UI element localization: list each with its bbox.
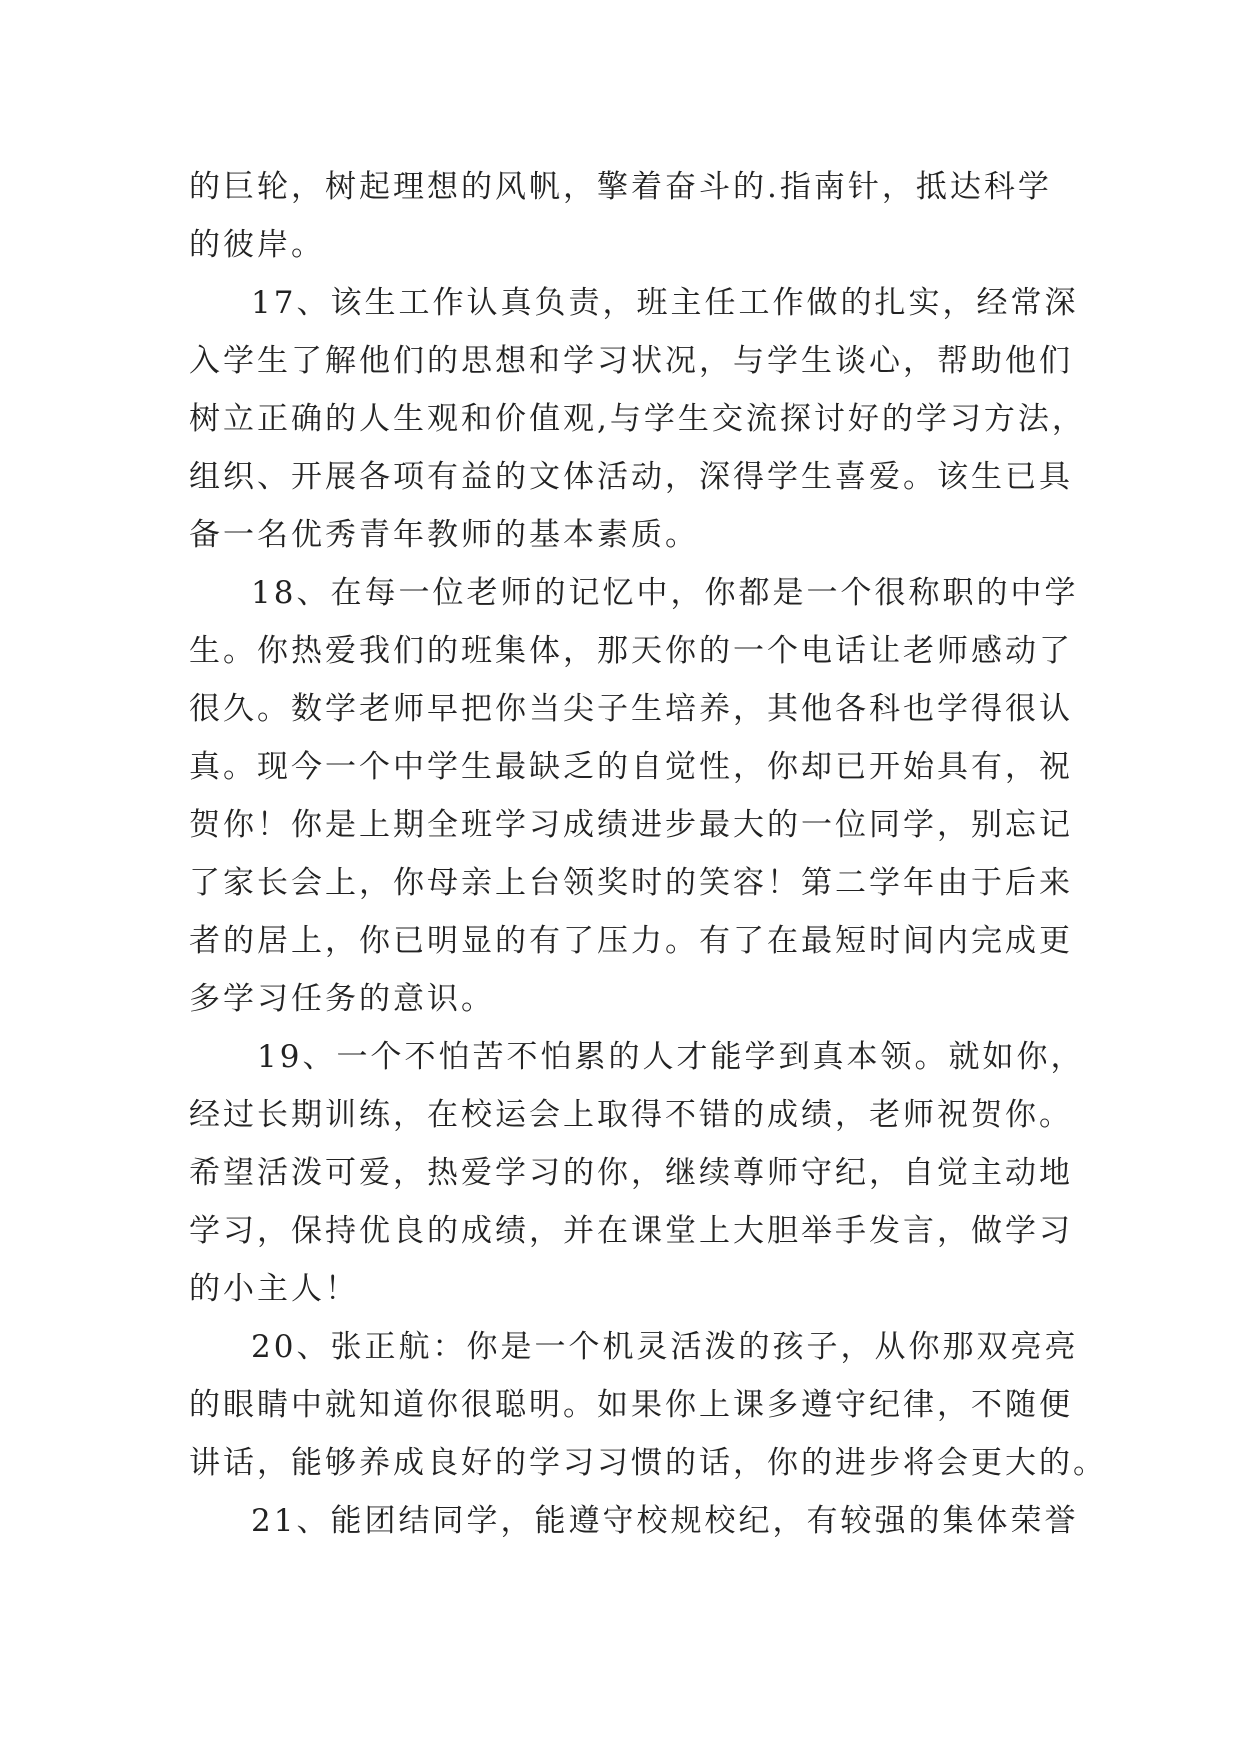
- text-line: 希望活泼可爱，热爱学习的你，继续尊师守纪，自觉主动地: [189, 1155, 1073, 1191]
- text-line: 生。你热爱我们的班集体，那天你的一个电话让老师感动了: [189, 633, 1073, 669]
- text-line: 学习，保持优良的成绩，并在课堂上大胆举手发言，做学习: [189, 1213, 1073, 1249]
- text-line: 的彼岸。: [189, 227, 325, 263]
- text-line: 多学习任务的意识。: [189, 981, 495, 1017]
- text-line: 的小主人！: [189, 1271, 359, 1307]
- text-line: 的眼睛中就知道你很聪明。如果你上课多遵守纪律，不随便: [189, 1387, 1073, 1423]
- text-line: 很久。数学老师早把你当尖子生培养，其他各科也学得很认: [189, 691, 1073, 727]
- text-line: 了家长会上，你母亲上台领奖时的笑容！第二学年由于后来: [189, 865, 1073, 901]
- text-line: 真。现今一个中学生最缺乏的自觉性，你却已开始具有，祝: [189, 749, 1073, 785]
- text-line: 备一名优秀青年教师的基本素质。: [189, 517, 699, 553]
- text-line: 的巨轮，树起理想的风帆，擎着奋斗的.指南针，抵达科学: [189, 169, 1052, 205]
- document-body: [189, 158, 1107, 1550]
- text-line: 树立正确的人生观和价值观,与学生交流探讨好的学习方法，: [189, 401, 1086, 437]
- text-line: 组织、开展各项有益的文体活动，深得学生喜爱。该生已具: [189, 459, 1073, 495]
- text-line: 经过长期训练，在校运会上取得不错的成绩，老师祝贺你。: [189, 1097, 1073, 1133]
- paragraph-start-17: 17、该生工作认真负责，班主任工作做的扎实，经常深: [251, 285, 1079, 321]
- text-line: 贺你！你是上期全班学习成绩进步最大的一位同学，别忘记: [189, 807, 1073, 843]
- text-line: 者的居上，你已明显的有了压力。有了在最短时间内完成更: [189, 923, 1073, 959]
- text-line: 入学生了解他们的思想和学习状况，与学生谈心，帮助他们: [189, 343, 1073, 379]
- paragraph-start-20: 20、张正航：你是一个机灵活泼的孩子，从你那双亮亮: [251, 1329, 1079, 1365]
- text-line: 讲话，能够养成良好的学习习惯的话，你的进步将会更大的。: [189, 1445, 1107, 1481]
- paragraph-start-21: 21、能团结同学，能遵守校规校纪，有较强的集体荣誉: [251, 1503, 1079, 1539]
- paragraph-start-19: 19、一个不怕苦不怕累的人才能学到真本领。就如你，: [257, 1039, 1085, 1075]
- paragraph-start-18: 18、在每一位老师的记忆中，你都是一个很称职的中学: [251, 575, 1079, 611]
